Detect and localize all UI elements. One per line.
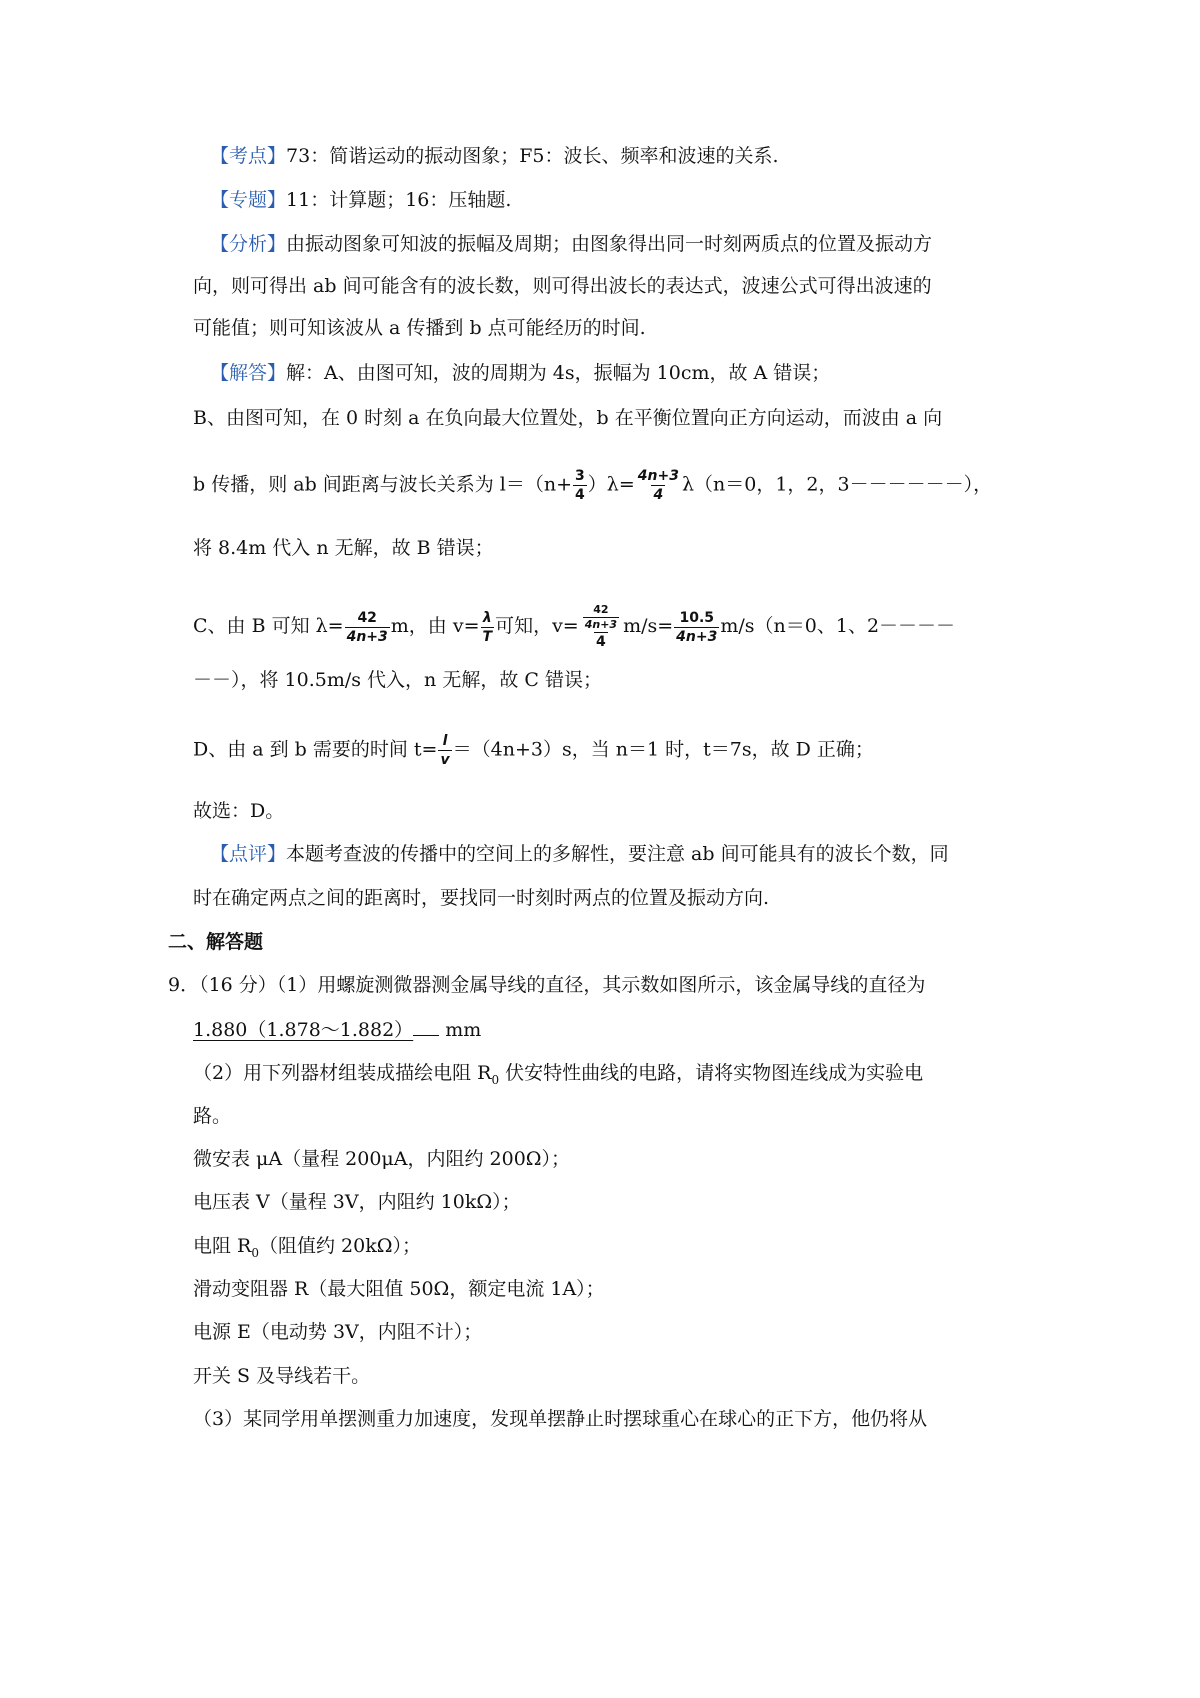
fraction-inner-42-over-4n3: $\frac{42}{4n+3}$ xyxy=(584,603,618,631)
d-pre: D、由 a 到 b 需要的时间 t= xyxy=(193,738,438,761)
q9-item-5: 电源 E（电动势 3V，内阻不计）； xyxy=(193,1321,483,1343)
fenxi-tag: 【分析】 xyxy=(210,233,287,255)
c1-mid3: m/s= xyxy=(623,615,674,637)
jieda-line-c1 xyxy=(193,604,955,650)
jieda-tag: 【解答】 xyxy=(210,362,287,384)
d-post: ＝（4n+3）s，当 n＝1 时，t＝7s，故 D 正确； xyxy=(452,738,874,761)
kaodian-tag: 【考点】 xyxy=(210,145,287,167)
q9-p3: （3）某同学用单摆测重力加速度，发现单摆静止时摆球重心在球心的正下方，他仍将从 xyxy=(193,1408,928,1430)
fenxi-text-1: 由振动图象可知波的振幅及周期；由图象得出同一时刻两质点的位置及振动方 xyxy=(286,233,933,255)
dianping-text-1: 本题考查波的传播中的空间上的多解性，要注意 ab 间可能具有的波长个数，同 xyxy=(286,843,949,865)
q9-item-2: 电压表 V（量程 3V，内阻约 10kΩ）； xyxy=(193,1191,521,1213)
dianping-tag: 【点评】 xyxy=(210,843,287,865)
jieda-choice: 故选：D。 xyxy=(193,800,285,822)
c1-pre: C、由 B 可知 λ= xyxy=(193,615,344,637)
fraction-l-over-v: $\frac{l}{v}$ xyxy=(440,733,450,768)
jieda-line-b1: B、由图可知，在 0 时刻 a 在负向最大位置处，b 在平衡位置向正方向运动，而波由 a 向 xyxy=(193,407,943,429)
b2-mid: ）λ= xyxy=(587,473,635,496)
jieda-line-d xyxy=(193,733,874,768)
zhuanti-text: 11：计算题；16：压轴题. xyxy=(286,189,512,211)
jieda-text-a: 解：A、由图可知，波的周期为 4s，振幅为 10cm，故 A 错误； xyxy=(286,362,831,384)
fraction-4n3-over-4: $\frac{4n+3}{4}$ xyxy=(637,468,679,503)
q9-line-1: 9．（16 分）（1）用螺旋测微器测金属导线的直径，其示数如图所示，该金属导线的直径为 xyxy=(168,974,926,996)
jieda-line-b3: 将 8.4m 代入 n 无解，故 B 错误； xyxy=(193,537,494,559)
c1-post: m/s（n＝0、1、2－－－－ xyxy=(720,615,956,637)
fraction-3-over-4: $\frac{3}{4}$ xyxy=(575,468,585,503)
jieda-line-b2 xyxy=(193,468,992,503)
q9-unit: mm xyxy=(445,1019,482,1041)
fraction-compound: $\frac{\frac{42}{4n+3}}{4}$ xyxy=(584,603,618,650)
fenxi-line-3: 可能值；则可知该波从 a 传播到 b 点可能经历的时间. xyxy=(193,317,646,339)
zhuanti-line xyxy=(210,186,511,214)
b2-post: λ（n＝0，1，2，3－－－－－－）， xyxy=(681,473,993,496)
q9-answer: 1.880（1.878～1.882） xyxy=(193,1019,414,1041)
q9-item-4: 滑动变阻器 R（最大阻值 50Ω，额定电流 1A）； xyxy=(193,1278,605,1300)
kaodian-text: 73：简谐运动的振动图象；F5：波长、频率和波速的关系. xyxy=(286,145,779,167)
dianping-line-2: 时在确定两点之间的距离时，要找同一时刻时两点的位置及振动方向. xyxy=(193,887,770,909)
q9-p2-line-1: （2）用下列器材组装成描绘电阻 $R_0$ 伏安特性曲线的电路，请将实物图连线成为实验电 xyxy=(193,1062,924,1087)
jieda-line-a xyxy=(210,359,830,387)
q9-answer-line xyxy=(193,1015,481,1044)
answer-blank-underline xyxy=(413,1015,439,1036)
fraction-42-over-4n3: $\frac{42}{4n+3}$ xyxy=(346,609,388,645)
q9-item-6: 开关 S 及导线若干。 xyxy=(193,1365,371,1387)
dianping-line-1 xyxy=(210,840,949,868)
b2-pre: b 传播，则 ab 间距离与波长关系为 l＝（n+ xyxy=(193,473,573,496)
fenxi-line-1 xyxy=(210,230,932,258)
c1-mid2: 可知，v= xyxy=(495,615,579,637)
q9-item-1: 微安表 μA（量程 200μA，内阻约 200Ω）； xyxy=(193,1148,571,1170)
zhuanti-tag: 【专题】 xyxy=(210,189,287,211)
fenxi-line-2: 向，则可得出 ab 间可能含有的波长数，则可得出波长的表达式，波速公式可得出波速的 xyxy=(193,275,932,297)
fraction-lambda-over-T: $\frac{\lambda}{T}$ xyxy=(482,609,493,645)
kaodian-line xyxy=(210,142,779,170)
q9-item-3: 电阻 $R_0$（阻值约 20kΩ）； xyxy=(193,1235,421,1260)
section-title: 二、解答题 xyxy=(168,931,264,953)
c1-mid1: m，由 v= xyxy=(390,615,480,637)
jieda-line-c2: －－），将 10.5m/s 代入，n 无解，故 C 错误； xyxy=(193,669,602,691)
fraction-10.5-over-4n3: $\frac{10.5}{4n+3}$ xyxy=(676,609,718,645)
q9-p2-line-2: 路。 xyxy=(193,1105,232,1127)
